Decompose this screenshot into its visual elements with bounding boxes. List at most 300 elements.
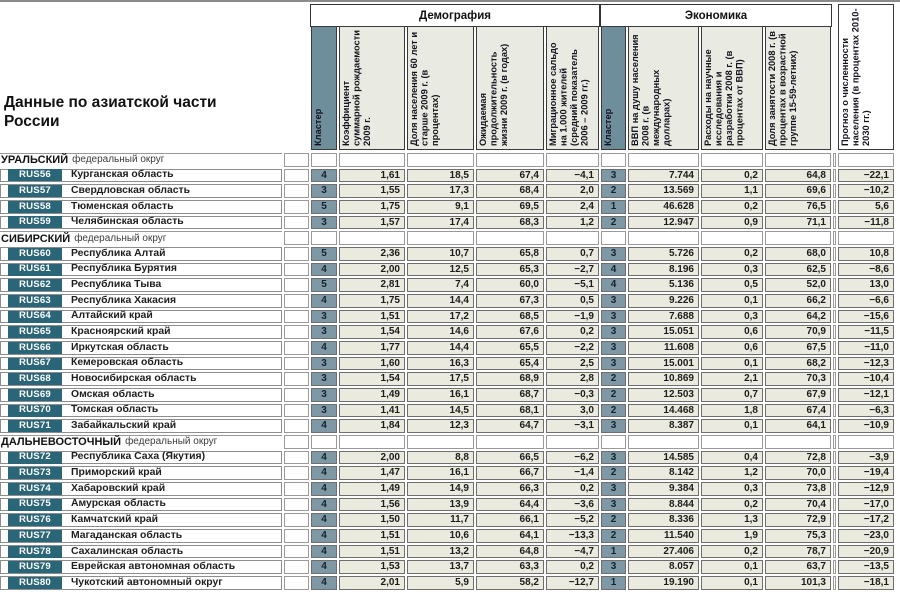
share-60plus-cell: 5,9 <box>407 576 474 590</box>
life-expectancy-cell: 64,4 <box>476 498 544 512</box>
region-name: Сахалинская область <box>71 545 184 557</box>
gdp-per-capita-cell: 12.503 <box>628 388 699 402</box>
gdp-per-capita-cell: 9.384 <box>628 482 699 496</box>
cluster-demography-cell: 4 <box>311 169 337 183</box>
table-row <box>0 418 900 434</box>
population-forecast-cell: 5,6 <box>838 200 894 214</box>
empty-cell <box>476 153 544 167</box>
migration-balance-cell: −5,2 <box>546 513 599 527</box>
employment-rate-cell: 67,5 <box>765 341 831 355</box>
gdp-per-capita-cell: 14.585 <box>628 451 699 465</box>
fertility-rate-cell: 1,60 <box>339 357 405 371</box>
spacer-cell <box>833 451 836 465</box>
cluster-demography-cell: 4 <box>311 498 337 512</box>
employment-rate-cell: 69,6 <box>765 184 831 198</box>
region-code-badge: RUS77 <box>8 530 62 542</box>
migration-balance-cell: −4,1 <box>546 169 599 183</box>
section-title-cell <box>0 435 282 449</box>
empty-cell <box>838 435 894 449</box>
region-name: Республика Тыва <box>71 279 162 291</box>
column-header-gdp-per-capita <box>628 26 699 150</box>
region-cell <box>0 482 282 496</box>
cluster-demography-cell: 3 <box>311 357 337 371</box>
share-60plus-cell: 10,6 <box>407 529 474 543</box>
cluster-demography-cell: 3 <box>311 310 337 324</box>
migration-balance-cell: 2,4 <box>546 200 599 214</box>
share-60plus-cell: 10,7 <box>407 247 474 261</box>
employment-rate-cell: 101,3 <box>765 576 831 590</box>
region-code-badge: RUS68 <box>8 373 62 385</box>
column-header-label: Кластер <box>603 108 613 146</box>
region-name: Тюменская область <box>71 200 174 212</box>
cluster-economy-cell: 2 <box>601 466 626 480</box>
region-name: Забайкальский край <box>71 420 177 432</box>
empty-cell <box>311 231 337 245</box>
migration-balance-cell: −1,9 <box>546 310 599 324</box>
table-row <box>0 481 900 497</box>
employment-rate-cell: 67,9 <box>765 388 831 402</box>
life-expectancy-cell: 67,4 <box>476 169 544 183</box>
fertility-rate-cell: 1,54 <box>339 372 405 386</box>
cluster-economy-cell: 3 <box>601 482 626 496</box>
migration-balance-cell: 0,2 <box>546 482 599 496</box>
spacer-cell <box>284 278 309 292</box>
spacer-cell <box>833 482 836 496</box>
column-header-rnd-expenditure <box>701 26 763 150</box>
region-name: Республика Алтай <box>71 247 166 259</box>
region-code-badge: RUS59 <box>8 216 62 228</box>
rnd-expenditure-cell: 0,3 <box>701 263 763 277</box>
spacer-cell <box>284 357 309 371</box>
empty-cell <box>546 153 599 167</box>
employment-rate-cell: 70,3 <box>765 372 831 386</box>
migration-balance-cell: −2,2 <box>546 341 599 355</box>
share-60plus-cell: 14,4 <box>407 294 474 308</box>
migration-balance-cell: 3,0 <box>546 404 599 418</box>
cluster-economy-cell: 3 <box>601 560 626 574</box>
region-name: Алтайский край <box>71 310 153 322</box>
share-60plus-cell: 16,3 <box>407 357 474 371</box>
population-forecast-cell: −23,0 <box>838 529 894 543</box>
rnd-expenditure-cell: 0,1 <box>701 560 763 574</box>
spacer-cell <box>284 216 309 230</box>
gdp-per-capita-cell: 10.869 <box>628 372 699 386</box>
fertility-rate-cell: 2,00 <box>339 263 405 277</box>
gdp-per-capita-cell: 14.468 <box>628 404 699 418</box>
region-name: Омская область <box>71 388 155 400</box>
region-name: Республика Хакасия <box>71 294 177 306</box>
employment-rate-cell: 52,0 <box>765 278 831 292</box>
column-header-label: Расходы на научные исследования и разработки 2008 г. (в процентах от ВВП) <box>703 49 745 146</box>
population-forecast-cell: −12,1 <box>838 388 894 402</box>
section-title-cell <box>0 231 282 245</box>
population-forecast-cell: −12,3 <box>838 357 894 371</box>
region-code-badge: RUS79 <box>8 561 62 573</box>
region-name: Камчатский край <box>71 514 159 526</box>
region-name: Республика Саха (Якутия) <box>71 451 206 463</box>
region-code-badge: RUS66 <box>8 342 62 354</box>
region-code-badge: RUS56 <box>8 169 62 181</box>
region-name: Красноярский край <box>71 326 171 338</box>
employment-rate-cell: 68,2 <box>765 357 831 371</box>
employment-rate-cell: 75,3 <box>765 529 831 543</box>
life-expectancy-cell: 64,7 <box>476 419 544 433</box>
life-expectancy-cell: 69,5 <box>476 200 544 214</box>
region-code-badge: RUS60 <box>8 248 62 260</box>
spacer-cell <box>284 545 309 559</box>
life-expectancy-cell: 64,8 <box>476 545 544 559</box>
empty-cell <box>601 435 626 449</box>
table-row <box>0 371 900 387</box>
spacer-cell <box>284 498 309 512</box>
spacer-cell <box>284 231 309 245</box>
column-header-label: Доля занятости 2008 г. (в процентах в возрастной группе 15-59-летних) <box>767 31 798 146</box>
spacer-cell <box>284 466 309 480</box>
region-cell <box>0 466 282 480</box>
rnd-expenditure-cell: 0,3 <box>701 482 763 496</box>
region-code-badge: RUS63 <box>8 295 62 307</box>
table-row <box>0 512 900 528</box>
migration-balance-cell: 2,0 <box>546 184 599 198</box>
group-header-economy: Экономика <box>600 4 832 27</box>
cluster-economy-cell: 2 <box>601 216 626 230</box>
empty-cell <box>628 153 699 167</box>
spacer-cell <box>284 419 309 433</box>
rnd-expenditure-cell: 0,6 <box>701 325 763 339</box>
spacer-cell <box>833 278 836 292</box>
life-expectancy-cell: 67,6 <box>476 325 544 339</box>
region-name: Магаданская область <box>71 529 183 541</box>
gdp-per-capita-cell: 11.608 <box>628 341 699 355</box>
empty-cell <box>701 435 763 449</box>
share-60plus-cell: 14,4 <box>407 341 474 355</box>
life-expectancy-cell: 65,5 <box>476 341 544 355</box>
population-forecast-cell: −6,3 <box>838 404 894 418</box>
spacer-cell <box>284 310 309 324</box>
fertility-rate-cell: 1,56 <box>339 498 405 512</box>
employment-rate-cell: 78,7 <box>765 545 831 559</box>
spacer-cell <box>833 419 836 433</box>
region-name: Челябинская область <box>71 216 184 228</box>
spacer-cell <box>284 482 309 496</box>
fertility-rate-cell: 2,36 <box>339 247 405 261</box>
cluster-economy-cell: 3 <box>601 169 626 183</box>
district-name: ДАЛЬНЕВОСТОЧНЫЙ <box>1 436 122 449</box>
region-code-badge: RUS70 <box>8 405 62 417</box>
gdp-per-capita-cell: 11.540 <box>628 529 699 543</box>
column-header-label: Ожидаемая продолжительность жизни 2009 г. (в годах) <box>478 43 509 146</box>
cluster-economy-cell: 2 <box>601 529 626 543</box>
population-forecast-cell: −15,6 <box>838 310 894 324</box>
spacer-cell <box>284 560 309 574</box>
region-code-badge: RUS75 <box>8 499 62 511</box>
life-expectancy-cell: 68,5 <box>476 310 544 324</box>
share-60plus-cell: 16,1 <box>407 388 474 402</box>
cluster-demography-cell: 4 <box>311 560 337 574</box>
empty-cell <box>765 435 831 449</box>
population-forecast-cell: −11,0 <box>838 341 894 355</box>
cluster-demography-cell: 4 <box>311 529 337 543</box>
employment-rate-cell: 62,5 <box>765 263 831 277</box>
life-expectancy-cell: 60,0 <box>476 278 544 292</box>
section-title-cell <box>0 153 282 167</box>
spacer-cell <box>284 263 309 277</box>
spacer-cell <box>833 341 836 355</box>
empty-cell <box>628 231 699 245</box>
gdp-per-capita-cell: 5.136 <box>628 278 699 292</box>
life-expectancy-cell: 65,8 <box>476 247 544 261</box>
fertility-rate-cell: 2,01 <box>339 576 405 590</box>
table-row <box>0 199 900 215</box>
fertility-rate-cell: 1,49 <box>339 482 405 496</box>
spacer-cell <box>833 310 836 324</box>
rnd-expenditure-cell: 0,6 <box>701 341 763 355</box>
spacer-cell <box>833 576 836 590</box>
cluster-demography-cell: 5 <box>311 278 337 292</box>
region-cell <box>0 404 282 418</box>
district-suffix: федеральный округ <box>125 436 218 448</box>
spacer-cell <box>833 529 836 543</box>
gdp-per-capita-cell: 15.001 <box>628 357 699 371</box>
cluster-economy-cell: 4 <box>601 263 626 277</box>
fertility-rate-cell: 1,51 <box>339 529 405 543</box>
region-name: Иркутская область <box>71 341 169 353</box>
region-name: Томская область <box>71 404 159 416</box>
gdp-per-capita-cell: 27.406 <box>628 545 699 559</box>
fertility-rate-cell: 1,51 <box>339 545 405 559</box>
spacer-cell <box>833 513 836 527</box>
table-row <box>0 262 900 278</box>
fertility-rate-cell: 1,57 <box>339 216 405 230</box>
region-cell <box>0 341 282 355</box>
table-row <box>0 183 900 199</box>
region-code-badge: RUS65 <box>8 326 62 338</box>
spacer-cell <box>833 294 836 308</box>
spacer-cell <box>833 184 836 198</box>
region-cell <box>0 498 282 512</box>
region-code-badge: RUS62 <box>8 279 62 291</box>
empty-cell <box>546 435 599 449</box>
life-expectancy-cell: 66,1 <box>476 513 544 527</box>
rnd-expenditure-cell: 0,7 <box>701 388 763 402</box>
empty-cell <box>838 231 894 245</box>
migration-balance-cell: −3,1 <box>546 419 599 433</box>
gdp-per-capita-cell: 9.226 <box>628 294 699 308</box>
spacer-cell <box>833 216 836 230</box>
column-header-label: ВВП на душу населения 2008 г. (в международных долларах) <box>630 34 672 146</box>
cluster-demography-cell: 4 <box>311 482 337 496</box>
life-expectancy-cell: 68,1 <box>476 404 544 418</box>
employment-rate-cell: 73,8 <box>765 482 831 496</box>
region-cell <box>0 576 282 590</box>
spacer-cell <box>833 247 836 261</box>
employment-rate-cell: 64,2 <box>765 310 831 324</box>
share-60plus-cell: 17,5 <box>407 372 474 386</box>
share-60plus-cell: 9,1 <box>407 200 474 214</box>
population-forecast-cell: 10,8 <box>838 247 894 261</box>
rnd-expenditure-cell: 1,1 <box>701 184 763 198</box>
population-forecast-cell: −11,8 <box>838 216 894 230</box>
spacer-cell <box>284 576 309 590</box>
spacer-cell <box>833 498 836 512</box>
empty-cell <box>311 435 337 449</box>
empty-cell <box>765 231 831 245</box>
spacer-cell <box>284 200 309 214</box>
table-row <box>0 168 900 184</box>
migration-balance-cell: −6,2 <box>546 451 599 465</box>
region-cell <box>0 184 282 198</box>
spacer-cell <box>833 200 836 214</box>
spacer-cell <box>833 263 836 277</box>
share-60plus-cell: 12,5 <box>407 263 474 277</box>
share-60plus-cell: 13,9 <box>407 498 474 512</box>
fertility-rate-cell: 1,49 <box>339 388 405 402</box>
table-row <box>0 387 900 403</box>
table-row <box>0 246 900 262</box>
table-row <box>0 528 900 544</box>
migration-balance-cell: −1,4 <box>546 466 599 480</box>
fertility-rate-cell: 1,54 <box>339 325 405 339</box>
cluster-demography-cell: 3 <box>311 216 337 230</box>
cluster-economy-cell: 3 <box>601 310 626 324</box>
region-cell <box>0 263 282 277</box>
spacer-cell <box>284 169 309 183</box>
migration-balance-cell: −4,7 <box>546 545 599 559</box>
empty-cell <box>601 153 626 167</box>
region-code-badge: RUS72 <box>8 452 62 464</box>
cluster-demography-cell: 3 <box>311 404 337 418</box>
cluster-demography-cell: 3 <box>311 184 337 198</box>
migration-balance-cell: −0,3 <box>546 388 599 402</box>
fertility-rate-cell: 1,55 <box>339 184 405 198</box>
migration-balance-cell: 0,7 <box>546 247 599 261</box>
spacer-cell <box>833 169 836 183</box>
fertility-rate-cell: 1,61 <box>339 169 405 183</box>
district-name: УРАЛЬСКИЙ <box>1 154 69 167</box>
life-expectancy-cell: 65,3 <box>476 263 544 277</box>
empty-cell <box>476 435 544 449</box>
gdp-per-capita-cell: 8.844 <box>628 498 699 512</box>
spacer-cell <box>284 404 309 418</box>
population-forecast-cell: 13,0 <box>838 278 894 292</box>
empty-cell <box>339 231 405 245</box>
spacer-cell <box>833 545 836 559</box>
column-header-life-expectancy <box>476 26 544 150</box>
cluster-economy-cell: 1 <box>601 545 626 559</box>
spacer-cell <box>833 372 836 386</box>
share-60plus-cell: 17,3 <box>407 184 474 198</box>
cluster-economy-cell: 2 <box>601 404 626 418</box>
spacer-cell <box>833 357 836 371</box>
empty-cell <box>546 231 599 245</box>
rnd-expenditure-cell: 0,1 <box>701 419 763 433</box>
table-row <box>0 575 900 591</box>
cluster-economy-cell: 3 <box>601 341 626 355</box>
empty-cell <box>701 231 763 245</box>
empty-cell <box>339 153 405 167</box>
gdp-per-capita-cell: 8.387 <box>628 419 699 433</box>
region-cell <box>0 169 282 183</box>
share-60plus-cell: 13,2 <box>407 545 474 559</box>
region-code-badge: RUS58 <box>8 201 62 213</box>
spacer-cell <box>284 372 309 386</box>
region-code-badge: RUS71 <box>8 420 62 432</box>
life-expectancy-cell: 66,3 <box>476 482 544 496</box>
life-expectancy-cell: 66,5 <box>476 451 544 465</box>
region-cell <box>0 372 282 386</box>
spacer-cell <box>284 153 309 167</box>
rnd-expenditure-cell: 0,1 <box>701 576 763 590</box>
gdp-per-capita-cell: 7.688 <box>628 310 699 324</box>
district-name: СИБИРСКИЙ <box>1 232 71 245</box>
spacer-cell <box>833 325 836 339</box>
region-cell <box>0 247 282 261</box>
rnd-expenditure-cell: 0,2 <box>701 545 763 559</box>
population-forecast-cell: −18,1 <box>838 576 894 590</box>
share-60plus-cell: 14,9 <box>407 482 474 496</box>
table-row <box>0 324 900 340</box>
spacer-cell <box>284 388 309 402</box>
column-header-label: Прогноз о численности населения (в процентах 2010-2030 гг.) <box>840 8 871 146</box>
cluster-demography-cell: 4 <box>311 545 337 559</box>
life-expectancy-cell: 68,9 <box>476 372 544 386</box>
cluster-economy-cell: 2 <box>601 388 626 402</box>
migration-balance-cell: 2,8 <box>546 372 599 386</box>
table-row <box>0 465 900 481</box>
spacer-cell <box>833 560 836 574</box>
spacer-cell <box>284 325 309 339</box>
cluster-demography-cell: 3 <box>311 388 337 402</box>
employment-rate-cell: 71,1 <box>765 216 831 230</box>
spacer-cell <box>833 231 836 245</box>
rnd-expenditure-cell: 0,2 <box>701 200 763 214</box>
gdp-per-capita-cell: 8.057 <box>628 560 699 574</box>
cluster-demography-cell: 4 <box>311 513 337 527</box>
rnd-expenditure-cell: 0,2 <box>701 247 763 261</box>
region-name: Хабаровский край <box>71 482 166 494</box>
life-expectancy-cell: 64,1 <box>476 529 544 543</box>
region-name: Кемеровская область <box>71 357 184 369</box>
table-row <box>0 544 900 560</box>
spacer-cell <box>284 184 309 198</box>
rnd-expenditure-cell: 1,9 <box>701 529 763 543</box>
column-header-fertility-rate <box>339 26 405 150</box>
population-forecast-cell: −11,5 <box>838 325 894 339</box>
region-cell <box>0 513 282 527</box>
life-expectancy-cell: 68,3 <box>476 216 544 230</box>
column-header-label: Кластер <box>313 108 323 146</box>
migration-balance-cell: 0,2 <box>546 560 599 574</box>
cluster-economy-cell: 2 <box>601 372 626 386</box>
share-60plus-cell: 8,8 <box>407 451 474 465</box>
district-suffix: федеральный округ <box>74 232 167 244</box>
migration-balance-cell: −2,7 <box>546 263 599 277</box>
region-cell <box>0 560 282 574</box>
table-row <box>0 215 900 231</box>
empty-cell <box>407 435 474 449</box>
employment-rate-cell: 64,8 <box>765 169 831 183</box>
population-forecast-cell: −10,2 <box>838 184 894 198</box>
table-body <box>0 152 900 591</box>
spacer-cell <box>284 341 309 355</box>
region-cell <box>0 216 282 230</box>
spacer-cell <box>284 451 309 465</box>
cluster-demography-cell: 4 <box>311 451 337 465</box>
population-forecast-cell: −6,6 <box>838 294 894 308</box>
migration-balance-cell: 2,5 <box>546 357 599 371</box>
migration-balance-cell: −13,3 <box>546 529 599 543</box>
region-code-badge: RUS61 <box>8 264 62 276</box>
